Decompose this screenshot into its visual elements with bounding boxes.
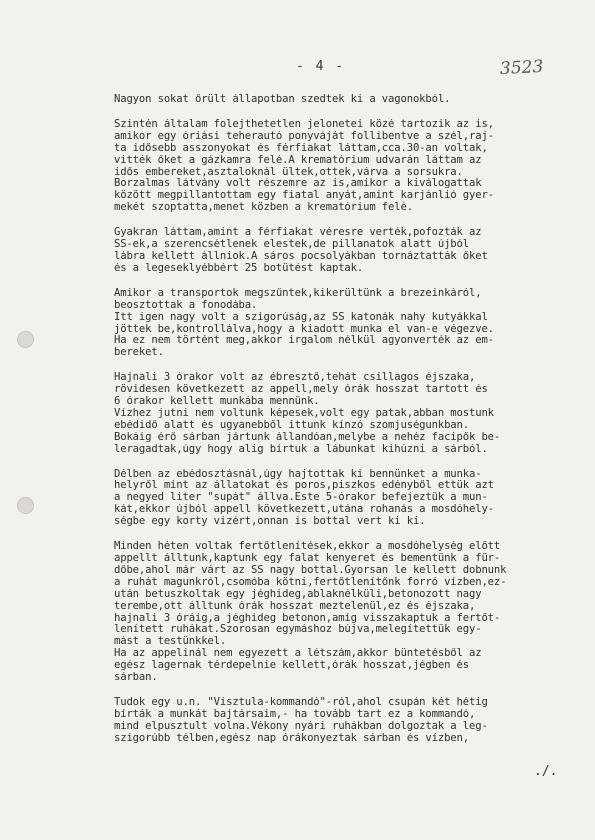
text-line: Nagyon sokat őrült állapotban szedtek ki a vagonokból. bbox=[114, 94, 451, 105]
text-line: bereket. bbox=[114, 347, 164, 359]
text-line: leragadtak,úgy hogy alig bírtuk a lábunkat kihúzni a sárból. bbox=[114, 443, 488, 455]
page-number: - 4 - bbox=[296, 59, 346, 74]
text-line: Szintén általam folejthetetlen jelonetei közé tartozik az is, bbox=[114, 118, 494, 130]
text-line: idős embereket,asztaloknál ültek,ottek,várva a sorsukra. bbox=[114, 166, 463, 178]
text-line: dőbe,ahol már várt az SS nagy bottal.Gyorsan le kellett dobnunk bbox=[114, 564, 507, 576]
text-line: Borzalmas látvány volt részemre az is,amikor a kiválogattak bbox=[114, 178, 482, 190]
paragraph bbox=[114, 94, 566, 106]
paragraph bbox=[114, 541, 566, 684]
text-line: kát,ekkor újból appell következett,utána rohanás a mosdóhely- bbox=[114, 504, 494, 516]
text-line: vitték őket a gázkamra felé.A krematórium udvarán láttam az bbox=[114, 154, 482, 166]
paragraph bbox=[114, 227, 566, 275]
text-line: és a legeseklyébbért 25 botütést kaptak. bbox=[114, 262, 364, 274]
paragraph bbox=[114, 697, 566, 745]
text-line: mekét szoptatta,menet közben a krematórium felé. bbox=[114, 202, 413, 214]
text-line: lábra kellett állniok.A sáros pocsolyákban tornáztatták őket bbox=[114, 250, 488, 262]
text-line: jöttek be,kontrollálva,hogy a kiadott munka el van-e végezve. bbox=[114, 323, 494, 335]
text-line: után betuszkoltak egy jéghideg,ablaknélküli,betonozott nagy bbox=[114, 588, 482, 600]
text-line: között megpillantottam egy fiatal anyát,amint karjánlió gyer- bbox=[114, 190, 494, 202]
text-line: terembe,ott álltunk órák hosszat meztelenül,ez és éjszaka, bbox=[114, 600, 476, 612]
punch-hole bbox=[17, 331, 34, 348]
text-line: beosztottak a fonodába. bbox=[114, 299, 258, 311]
text-line: amikor egy óriási teherautó ponyváját follibentve a szél,raj- bbox=[114, 130, 494, 142]
text-line: ségbe egy korty vizért,onnan is bottal vert ki ki. bbox=[114, 516, 426, 528]
closing-mark: ./. bbox=[534, 764, 558, 779]
text-line: sárban. bbox=[114, 672, 158, 684]
text-line: 6 órakor kellett munkába mennünk. bbox=[114, 396, 320, 408]
paragraph bbox=[114, 119, 566, 214]
text-line: ebédidő alatt és ugyanebből ittunk kínzó szomjuségunkban. bbox=[114, 419, 469, 431]
text-line: SS-ek,a szerencsétlenek elestek,de pillanatok alatt újból bbox=[114, 239, 469, 251]
text-line: a ruhát magunkról,csomóba kötni,fertőtlenítőnk forró vízben,ez- bbox=[114, 576, 507, 588]
text-line: Délben az ebédosztásnál,úgy hajtottak ki bennünket a munka- bbox=[114, 468, 482, 480]
text-line: Tudok egy u.n. "Visztula-kommandó"-ról,ahol csupán két hétig bbox=[114, 696, 488, 708]
text-line: appellt álltunk,kaptunk egy falat kenyeret és bementünk a für- bbox=[114, 553, 501, 564]
text-line: Amikor a transportok megszűntek,kikerültünk a brezeinkáról, bbox=[114, 287, 482, 299]
text-line: lenített ruhákat.Szorosan egymáshoz bújva,melegítettük egy- bbox=[114, 624, 482, 636]
text-line: egész lagernak térdepelnie kellett,órák hosszat,jégben és bbox=[114, 660, 469, 672]
text-line: Ha az appelinál nem egyezett a létszám,akkor büntetésből az bbox=[114, 648, 482, 660]
text-line: Minden héten voltak fertőtlenítések,ekkor a mosdóhelység előtt bbox=[114, 541, 501, 553]
text-line: mind elpusztult volna.Vékony nyári ruhákban dolgoztak a leg- bbox=[114, 720, 488, 732]
archive-number: 3523 bbox=[499, 56, 544, 80]
text-line: a negyed liter "supát" állva.Este 5-órakor befejeztük a mun- bbox=[114, 492, 488, 504]
text-line: rövidesen következett az appell,mely órák hosszat tartott és bbox=[114, 384, 488, 396]
typed-body-text bbox=[114, 94, 566, 758]
text-line: ta idősebb asszonyokat és férfiakat láttam,cca.30-an voltak, bbox=[114, 142, 488, 154]
text-line: Vízhez jutni nem voltunk képesek,volt egy patak,abban mostunk bbox=[114, 407, 494, 419]
text-line: Itt igen nagy volt a szigorúság,az SS katonák nahy kutyákkal bbox=[114, 311, 488, 323]
text-line: szigorúbb télben,egész nap órákonyeztak sárban és vízben, bbox=[114, 732, 469, 744]
paragraph bbox=[114, 288, 566, 359]
paragraph bbox=[114, 469, 566, 529]
text-line: mást a testünkkel. bbox=[114, 636, 227, 648]
text-line: Bokáig érő sárban jártunk állandóan,melybe a nehéz facipők be- bbox=[114, 431, 501, 443]
text-line: bírták a munkát bajtársaim,- ha tovább tart ez a kommandó, bbox=[114, 708, 476, 720]
text-line: Hajnali 3 órakor volt az ébresztő,tehát csillagos éjszaka, bbox=[114, 372, 476, 384]
text-line: Gyakran láttam,amint a férfiakat véresre verték,pofozták az bbox=[114, 227, 482, 239]
text-line: helyről mint az állatokat és poros,piszkos edényből ettük azt bbox=[114, 480, 494, 492]
paragraph bbox=[114, 372, 566, 455]
text-line: hajnali 3 óráig,a jéghideg betonon,amíg visszakaptuk a fertőt- bbox=[114, 612, 501, 624]
text-line: Ha ez nem történt meg,akkor irgalom nélkül agyonverték az em- bbox=[114, 335, 494, 347]
punch-hole bbox=[17, 497, 34, 514]
